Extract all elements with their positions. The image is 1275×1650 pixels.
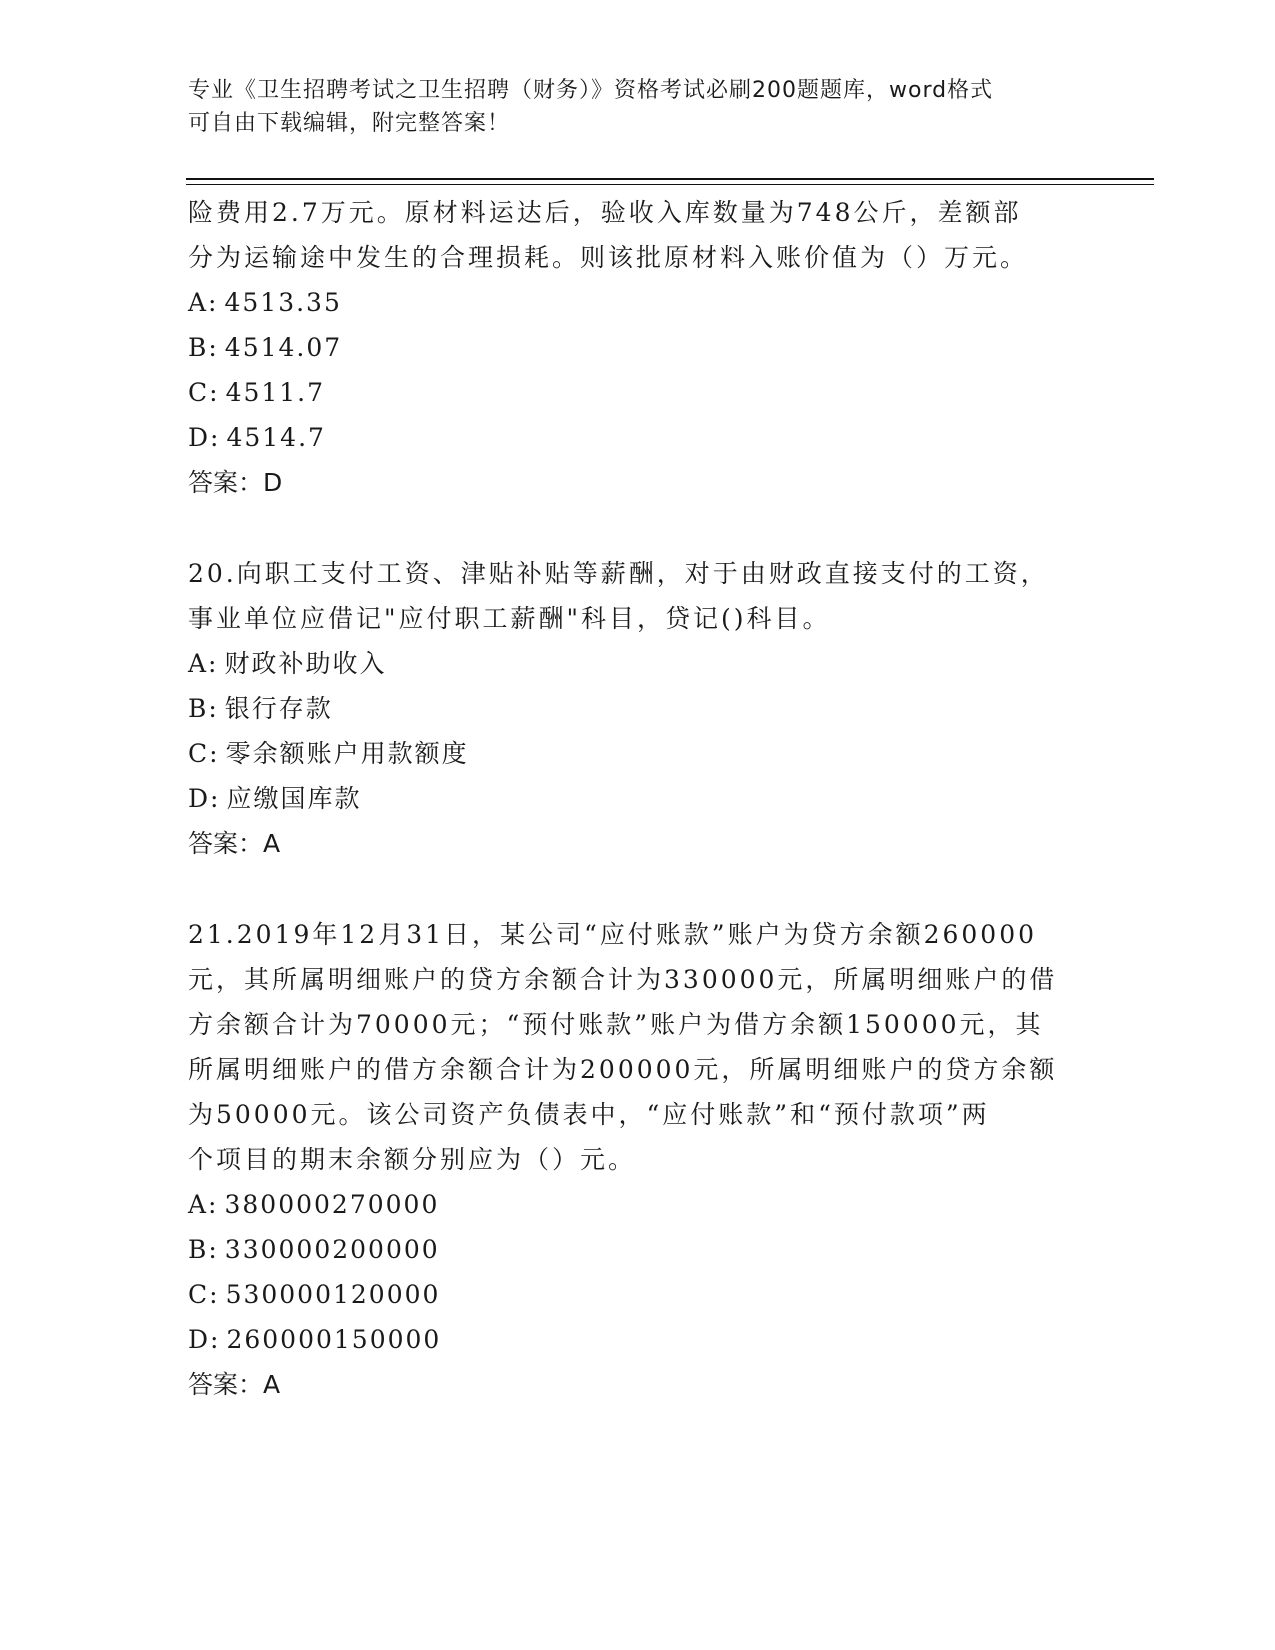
- option-c: [188, 370, 1088, 415]
- option-value: 330000200000: [224, 1235, 440, 1264]
- option-d: [188, 415, 1088, 460]
- question-spacer: [188, 866, 1088, 912]
- option-label: C:: [188, 378, 220, 407]
- option-label: B:: [188, 1235, 219, 1264]
- option-value: 银行存款: [224, 694, 333, 723]
- option-value: 530000120000: [225, 1280, 441, 1309]
- option-label: A:: [188, 649, 219, 678]
- option-a: [188, 1182, 1088, 1227]
- option-value: 财政补助收入: [224, 649, 387, 678]
- option-value: 4514.7: [226, 423, 326, 452]
- option-value: 4511.7: [225, 378, 326, 407]
- option-a: [188, 641, 1088, 686]
- option-label: D:: [188, 1325, 221, 1354]
- option-label: D:: [188, 423, 221, 452]
- option-b: [188, 325, 1088, 370]
- question-block: [188, 912, 1088, 1407]
- header-divider-thick: [186, 178, 1154, 180]
- option-value: 4513.35: [224, 288, 342, 317]
- question-text-line: 险费用2.7万元。原材料运达后，验收入库数量为748公斤，差额部: [188, 198, 1022, 227]
- question-spacer: [188, 505, 1088, 551]
- option-d: [188, 1317, 1088, 1362]
- answer-line: 答案：A: [188, 829, 281, 858]
- option-value: 应缴国库款: [226, 784, 362, 813]
- option-label: B:: [188, 333, 219, 362]
- question-list: [188, 190, 1088, 1407]
- question-text-line: 个项目的期末余额分别应为（）元。: [188, 1145, 637, 1174]
- question-text-line: 方余额合计为70000元；“预付账款”账户为借方余额150000元，其: [188, 1010, 1044, 1039]
- document-header: [188, 74, 1088, 140]
- question-text-line: 为50000元。该公司资产负债表中，“应付账款”和“预付款项”两: [188, 1100, 990, 1129]
- option-label: A:: [188, 288, 219, 317]
- option-label: D:: [188, 784, 221, 813]
- option-value: 260000150000: [226, 1325, 442, 1354]
- option-b: [188, 1227, 1088, 1272]
- option-value: 4514.07: [224, 333, 343, 362]
- question-text-line: 事业单位应借记"应付职工薪酬"科目，贷记()科目。: [188, 604, 831, 633]
- question-text-line: 20.向职工支付工资、津贴补贴等薪酬，对于由财政直接支付的工资，: [188, 559, 1049, 588]
- header-divider-thin: [186, 184, 1154, 185]
- question-text-line: 所属明细账户的借方余额合计为200000元，所属明细账户的贷方余额: [188, 1055, 1058, 1084]
- option-c: [188, 731, 1088, 776]
- option-label: C:: [188, 739, 220, 768]
- header-line-2: 可自由下载编辑，附完整答案！: [188, 111, 511, 136]
- answer-line: 答案：A: [188, 1370, 281, 1399]
- option-b: [188, 686, 1088, 731]
- option-label: B:: [188, 694, 219, 723]
- option-d: [188, 776, 1088, 821]
- option-c: [188, 1272, 1088, 1317]
- option-value: 零余额账户用款额度: [225, 739, 469, 768]
- option-value: 380000270000: [224, 1190, 440, 1219]
- answer-line: 答案：D: [188, 468, 283, 497]
- option-a: [188, 280, 1088, 325]
- option-label: A:: [188, 1190, 219, 1219]
- question-text-line: 元，其所属明细账户的贷方余额合计为330000元，所属明细账户的借: [188, 965, 1058, 994]
- question-block: [188, 551, 1088, 866]
- question-text-line: 21.2019年12月31日，某公司“应付账款”账户为贷方余额260000: [188, 920, 1038, 949]
- question-block: [188, 190, 1088, 505]
- question-text-line: 分为运输途中发生的合理损耗。则该批原材料入账价值为（）万元。: [188, 243, 1029, 272]
- option-label: C:: [188, 1280, 220, 1309]
- header-line-1: 专业《卫生招聘考试之卫生招聘（财务）》资格考试必刷200题题库，word格式: [188, 78, 994, 103]
